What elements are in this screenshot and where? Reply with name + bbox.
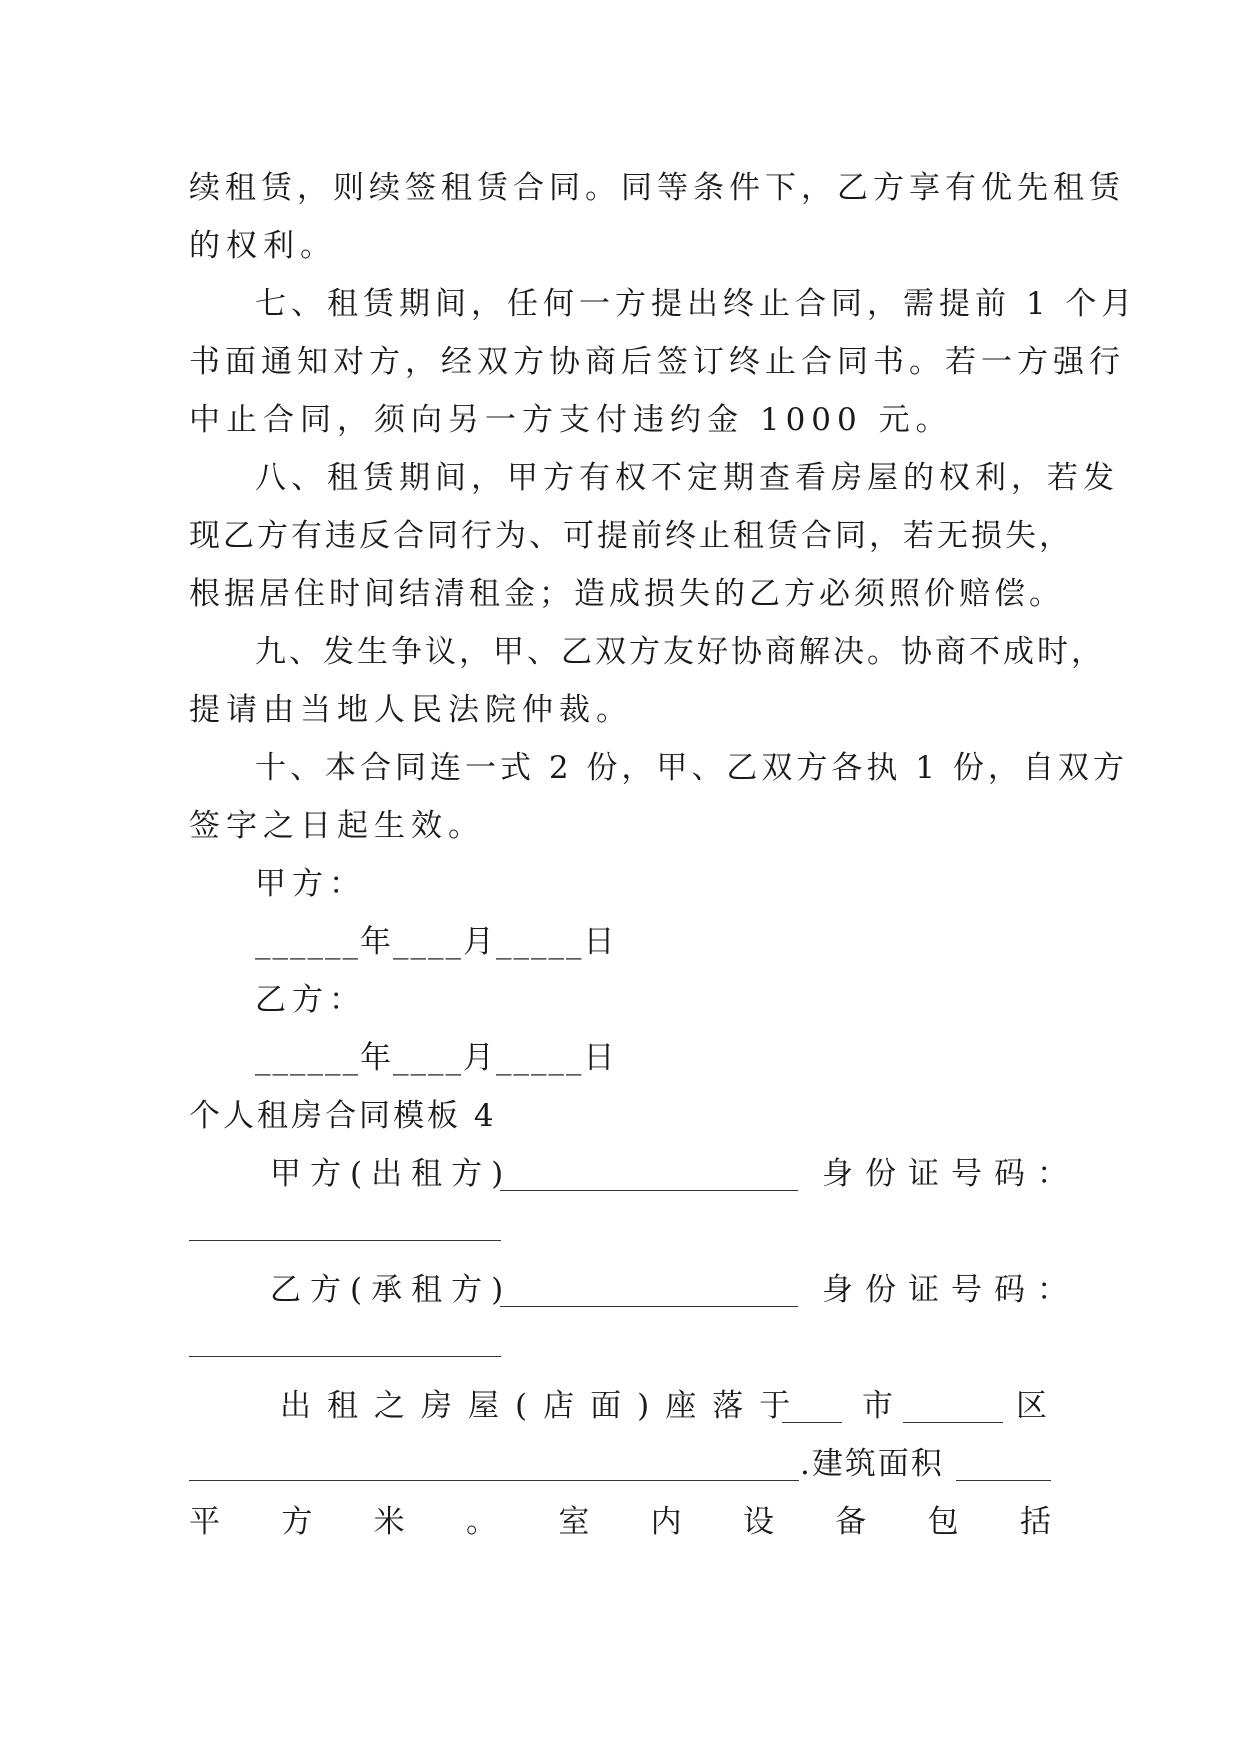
party-b-id-label: 身份证号码： [822,1272,1080,1308]
paragraph-line: 续租赁，则续签租赁合同。同等条件下，乙方享有优先租赁 [189,170,1125,206]
section-heading: 个人租房合同模板 4 [189,1098,497,1134]
equipment-char: 内 [650,1504,682,1540]
party-a-id-label: 身份证号码： [822,1156,1080,1192]
address-blank [189,1480,799,1481]
clause-9: 九、发生争议，甲、乙双方友好协商解决。协商不成时， [255,634,1105,670]
equipment-char: 括 [1019,1504,1051,1540]
paragraph-line: 书面通知对方，经双方协商后签订终止合同书。若一方强行 [189,344,1125,380]
equipment-line [189,1502,1051,1542]
clause-8: 八、租赁期间，甲方有权不定期查看房屋的权利，若发 [255,460,1119,496]
party-b-date: ______年____月_____日 [255,1040,617,1076]
district-blank [903,1422,1003,1423]
area-blank [956,1480,1051,1481]
party-b-name-blank [500,1306,798,1307]
equipment-char: 米 [373,1504,405,1540]
equipment-char: 方 [281,1504,313,1540]
party-a-id-blank [189,1240,501,1241]
equipment-char: 设 [742,1504,774,1540]
equipment-char: 备 [835,1504,867,1540]
clause-7: 七、租赁期间，任何一方提出终止合同，需提前 1 个月 [255,286,1138,322]
equipment-char: 室 [558,1504,590,1540]
city-blank [782,1422,842,1423]
area-label: .建筑面积 [800,1446,944,1482]
clause-10: 十、本合同连一式 2 份，甲、乙双方各执 1 份，自双方 [255,750,1128,786]
paragraph-line: 中止合同，须向另一方支付违约金 1000 元。 [189,402,953,438]
party-b-label: 乙方(承租方) [270,1272,513,1308]
district-label: 区 [1016,1388,1053,1424]
paragraph-line: 的权利。 [189,228,337,264]
paragraph-line: 现乙方有违反合同行为、可提前终止租赁合同，若无损失， [189,518,1073,554]
paragraph-line: 根据居住时间结清租金；造成损失的乙方必须照价赔偿。 [189,576,1064,612]
party-a-name-blank [500,1190,798,1191]
paragraph-line: 提请由当地人民法院仲裁。 [189,692,633,728]
city-label: 市 [862,1388,899,1424]
party-a-signature-label: 甲方： [255,866,366,902]
party-b-signature-label: 乙方： [255,982,366,1018]
party-a-date: ______年____月_____日 [255,924,617,960]
equipment-char: 包 [927,1504,959,1540]
location-prefix: 出租之房屋(店面)座落于 [280,1388,807,1424]
party-a-label: 甲方(出租方) [270,1156,513,1192]
party-b-id-blank [189,1356,501,1357]
equipment-char: 平 [189,1504,220,1540]
equipment-char: 。 [465,1504,497,1540]
paragraph-line: 签字之日起生效。 [189,808,485,844]
